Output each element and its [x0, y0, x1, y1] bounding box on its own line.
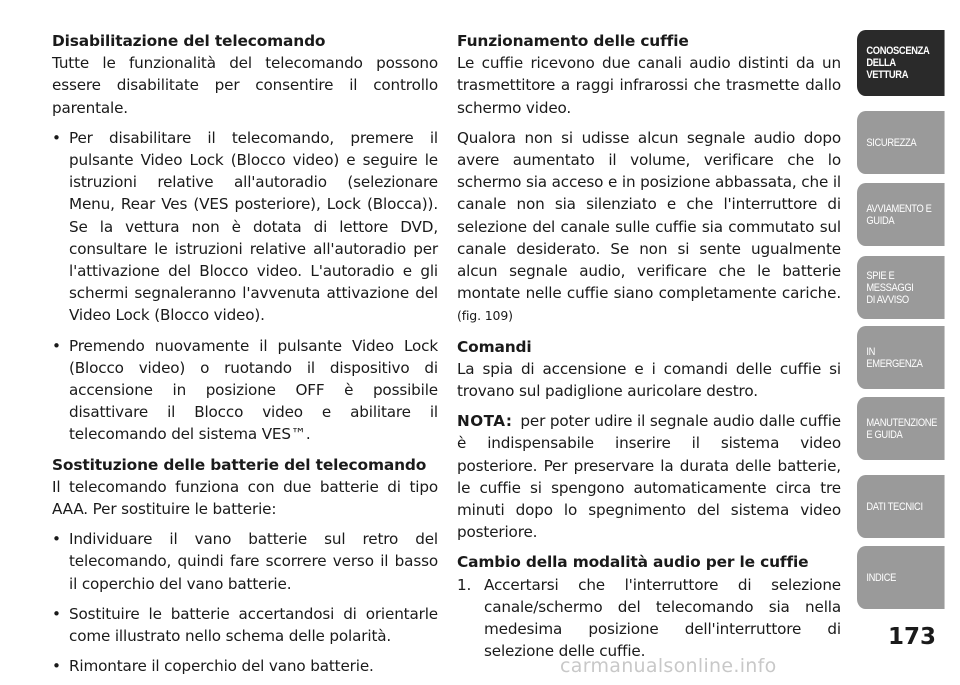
paragraph-headphones-channels: Le cuffie ricevono due canali audio distinti da un trasmettitore a raggi infrarossi che trasmette dallo schermo video.: [457, 54, 841, 117]
list-item: • Sostituire le batterie accertandosi di orientarle come illustrato nello schema delle polarità.: [52, 603, 438, 647]
paragraph-battery-intro: Il telecomando funziona con due batterie di tipo AAA. Per sostituire le batterie:: [52, 477, 438, 519]
tab-dati-tecnici[interactable]: DATI TECNICI: [857, 475, 945, 538]
section-title-disable-remote: Disabilitazione del telecomando: [52, 32, 326, 50]
section-title-audio-mode: Cambio della modalità audio per le cuffie: [457, 553, 809, 572]
list-item: • Rimontare il coperchio del vano batterie.: [52, 655, 438, 677]
step-text: Accertarsi che l'interruttore di selezione canale/schermo del telecomando sia nella medesima posizione dell'interruttore di selezione delle cuffie.: [484, 575, 841, 661]
paragraph-disable-intro: Tutte le funzionalità del telecomando possono essere disabilitate per consentire il controllo parentale.: [52, 54, 438, 117]
note-paragraph: [457, 410, 841, 543]
step-number: 1.: [457, 575, 472, 594]
section-title-headphones: Funzionamento delle cuffie: [457, 32, 689, 50]
paragraph-controls: La spia di accensione e i comandi delle cuffie si trovano sul padiglione auricolare destro.: [457, 359, 841, 401]
section-title-controls: Comandi: [457, 337, 532, 356]
watermark-text: carmanualsonline.info: [560, 655, 777, 677]
tab-conoscenza-della-vettura[interactable]: CONOSCENZA DELLA VETTURA: [857, 30, 945, 96]
tab-sicurezza[interactable]: SICUREZZA: [857, 111, 945, 174]
bullet-list-disable: [52, 127, 438, 446]
note-label: NOTA:: [457, 412, 513, 431]
bullet-list-battery: [52, 528, 438, 677]
section-title-battery-replacement: Sostituzione delle batterie del telecomando: [52, 455, 427, 474]
numbered-steps: [457, 574, 841, 663]
tab-in-emergenza[interactable]: IN EMERGENZA: [857, 326, 945, 389]
paragraph-headphones-troubleshoot: [457, 127, 841, 328]
list-item: • Premendo nuovamente il pulsante Video Lock (Blocco video) o ruotando il dispositivo di accensione in posizione OFF è possibile disattivare il Blocco video e abilitare il telecomando del sistema VES™.: [52, 335, 438, 446]
note-text: per poter udire il segnale audio dalle cuffie è indispensabile inserire il sistema video posteriore. Per preservare la durata delle batterie, le cuffie si spengono automaticamente circa tre minuti dopo lo spegnimento del sistema video posteriore.: [457, 412, 841, 542]
right-column: [457, 30, 841, 662]
troubleshoot-text: Qualora non si udisse alcun segnale audio dopo avere aumentato il volume, verificare che lo schermo sia acceso e in posizione abbassata, che il canale non sia silenziato e che l'interruttore di selezione del canale sulle cuffie sia commutato sul canale desiderato. Se non si sente ugualmente alcun segnale audio, verificare che le batterie montate nelle cuffie siano completamente cariche.: [457, 128, 841, 303]
left-column: [52, 30, 438, 685]
list-item: • Individuare il vano batterie sul retro del telecomando, quindi fare scorrere verso il basso il coperchio del vano batterie.: [52, 528, 438, 595]
tab-spie-e-messaggi[interactable]: SPIE E MESSAGGI DI AVVISO: [857, 256, 945, 319]
figure-reference-link[interactable]: (fig. 109): [457, 308, 513, 324]
tab-avviamento-e-guida[interactable]: AVVIAMENTO E GUIDA: [857, 183, 945, 246]
chapter-tabs: [857, 0, 960, 678]
tab-manutenzione[interactable]: MANUTENZIONE E GUIDA: [857, 397, 945, 460]
tab-indice[interactable]: INDICE: [857, 546, 945, 609]
list-item: • Per disabilitare il telecomando, premere il pulsante Video Lock (Blocco video) e seguire le istruzioni relative all'autoradio (selezionare Menu, Rear Ves (VES posteriore), Lock (Blocca)). Se la vettura non è dotata di lettore DVD, consultare le istruzioni relative all'autoradio per l'attivazione del Blocco video. L'autoradio e gli schermi segnaleranno l'avvenuta attivazione del Video Lock (Blocco video).: [52, 127, 438, 327]
step-item: [457, 574, 841, 663]
page-number: 173: [887, 624, 936, 650]
